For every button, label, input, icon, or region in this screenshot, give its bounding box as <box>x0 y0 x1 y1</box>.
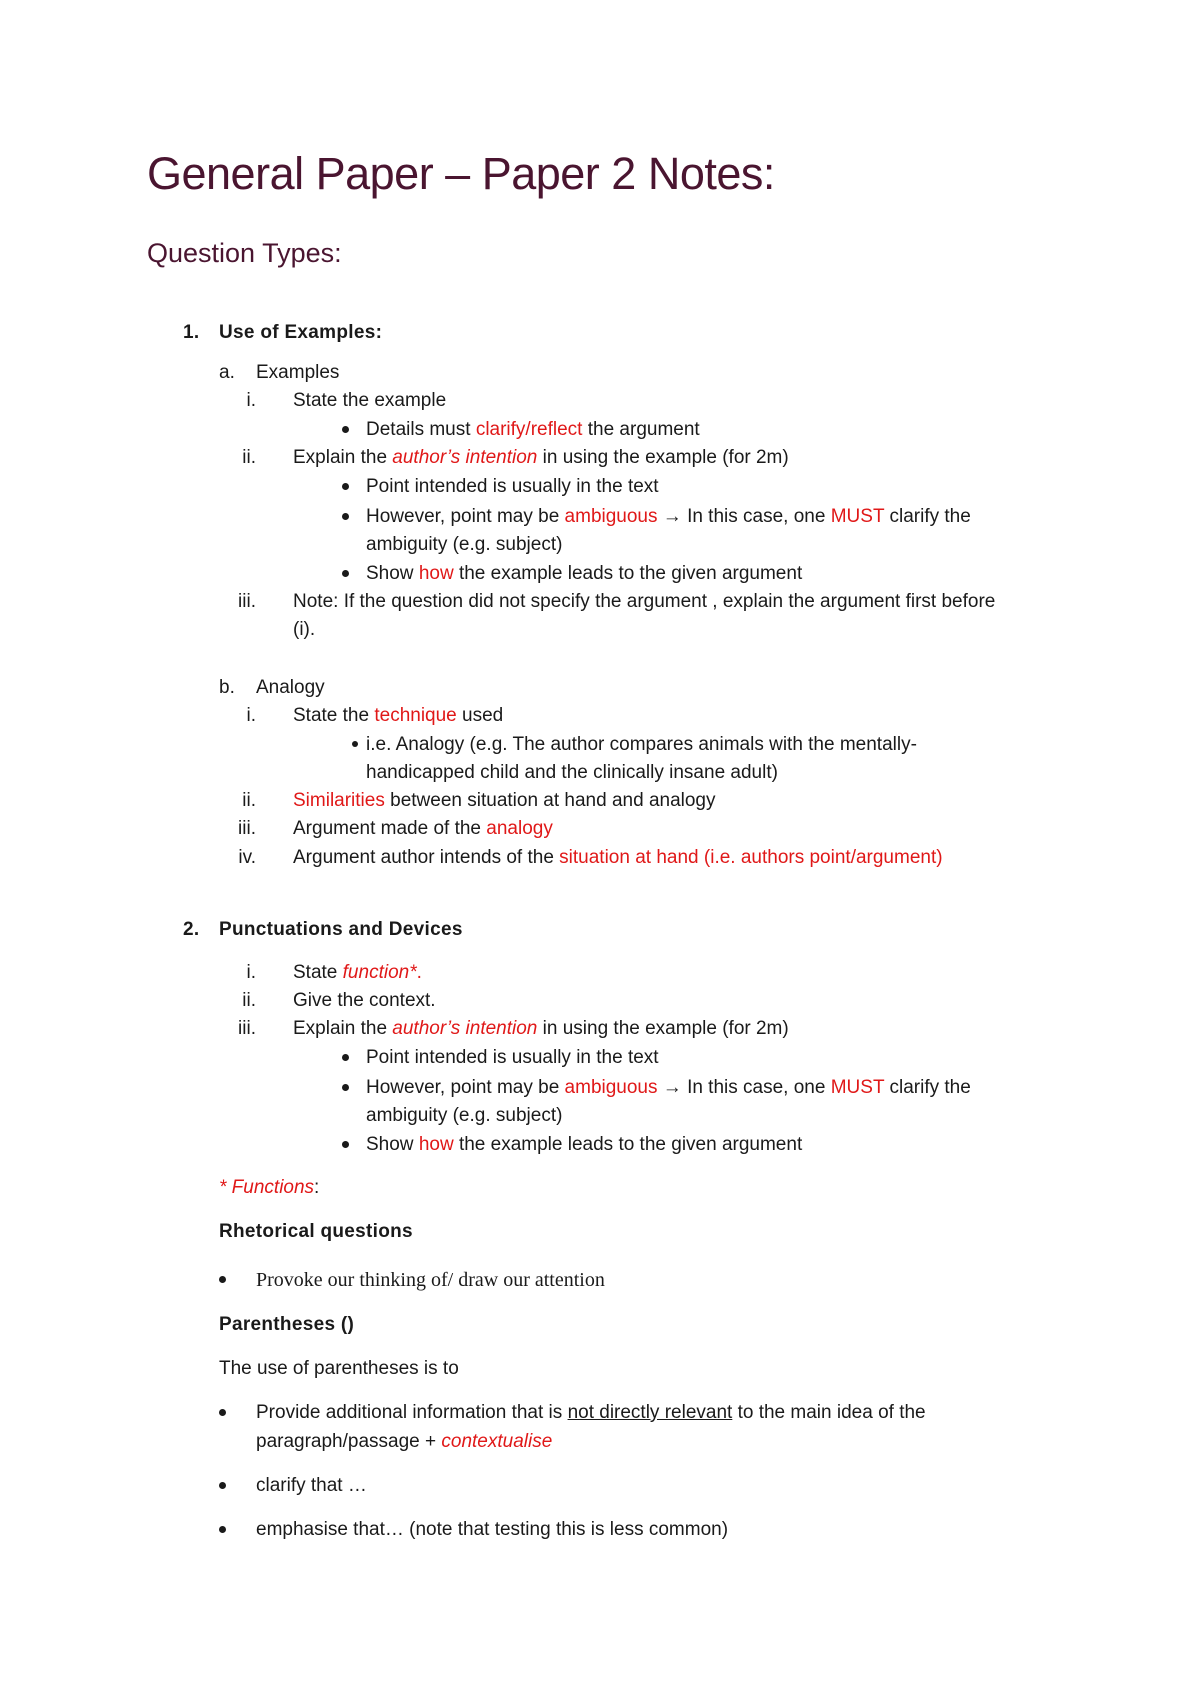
item-b-i-marker: i. <box>246 705 256 726</box>
item-b-label: Analogy <box>256 677 325 698</box>
item-b-ii-marker: ii. <box>242 790 256 811</box>
bullet-icon <box>219 1482 226 1489</box>
item-b-iv-text: Argument author intends of the situation at hand (i.e. authors point/argument) <box>293 847 943 868</box>
rhetorical-questions-heading: Rhetorical questions <box>219 1221 413 1242</box>
parentheses-bullet-1: Provide additional information that is not directly relevant to the main idea of the <box>256 1402 926 1423</box>
item-a-ii-bullet-2: However, point may be ambiguous → In this case, one MUST clarify the <box>366 506 971 527</box>
bullet-icon <box>352 741 358 747</box>
bullet-icon <box>342 513 349 520</box>
bullet-icon <box>342 1084 349 1091</box>
parentheses-bullet-2: clarify that … <box>256 1475 367 1496</box>
item-a-i-text: State the example <box>293 390 447 411</box>
item-a-i-marker: i. <box>246 390 256 411</box>
s2-item-iii-marker: iii. <box>238 1018 256 1039</box>
s2-item-ii-marker: ii. <box>242 990 256 1011</box>
item-a-ii-marker: ii. <box>242 447 256 468</box>
s2-item-iii-bullet-3: Show how the example leads to the given argument <box>366 1134 803 1155</box>
item-a-ii-bullet-2-cont: ambiguity (e.g. subject) <box>366 534 563 555</box>
s2-item-i-text: State function*. <box>293 962 422 983</box>
arrow-right-icon: → <box>657 506 688 527</box>
item-a-ii-bullet-3: Show how the example leads to the given argument <box>366 563 803 584</box>
arrow-right-icon: → <box>657 1077 688 1098</box>
parentheses-heading: Parentheses () <box>219 1314 355 1335</box>
s2-item-iii-bullet-1: Point intended is usually in the text <box>366 1047 659 1068</box>
bullet-icon <box>219 1409 226 1416</box>
item-a-iii-text-cont: (i). <box>293 619 316 640</box>
parentheses-bullet-1-cont: paragraph/passage + contextualise <box>256 1431 553 1452</box>
bullet-icon <box>342 426 349 433</box>
s2-item-iii-text: Explain the author’s intention in using the example (for 2m) <box>293 1018 789 1039</box>
item-a-ii-text: Explain the author’s intention in using the example (for 2m) <box>293 447 789 468</box>
bullet-icon <box>219 1526 226 1533</box>
item-b-iii-marker: iii. <box>238 818 256 839</box>
rhetorical-questions-bullet-1: Provoke our thinking of/ draw our attention <box>256 1269 605 1291</box>
section-1-number: 1. <box>183 322 200 343</box>
item-b-i-bullet-1-cont: handicapped child and the clinically insane adult) <box>366 762 778 783</box>
page-title: General Paper – Paper 2 Notes: <box>147 148 775 199</box>
bullet-icon <box>342 1141 349 1148</box>
item-b-iii-text: Argument made of the analogy <box>293 818 553 839</box>
section-1-heading: Use of Examples: <box>219 322 383 343</box>
section-2-number: 2. <box>183 919 200 940</box>
functions-label: * Functions: <box>219 1177 320 1198</box>
item-a-i-bullet-1: Details must clarify/reflect the argument <box>366 419 700 440</box>
section-2-heading: Punctuations and Devices <box>219 919 463 940</box>
bullet-icon <box>219 1276 226 1283</box>
bullet-icon <box>342 1054 349 1061</box>
item-a-label: Examples <box>256 362 340 383</box>
item-b-i-text: State the technique used <box>293 705 504 726</box>
item-b-marker: b. <box>219 677 235 698</box>
item-b-ii-text: Similarities between situation at hand and analogy <box>293 790 716 811</box>
section-subtitle: Question Types: <box>147 238 342 268</box>
s2-item-iii-bullet-2: However, point may be ambiguous → In this case, one MUST clarify the <box>366 1077 971 1098</box>
item-a-ii-bullet-1: Point intended is usually in the text <box>366 476 659 497</box>
item-b-iv-marker: iv. <box>238 847 256 868</box>
s2-item-i-marker: i. <box>246 962 256 983</box>
parentheses-intro: The use of parentheses is to <box>219 1358 459 1379</box>
parentheses-bullet-3: emphasise that… (note that testing this is less common) <box>256 1519 729 1540</box>
item-b-i-bullet-1: i.e. Analogy (e.g. The author compares animals with the mentally- <box>366 734 917 755</box>
s2-item-iii-bullet-2-cont: ambiguity (e.g. subject) <box>366 1105 563 1126</box>
bullet-icon <box>342 483 349 490</box>
bullet-icon <box>342 570 349 577</box>
item-a-iii-marker: iii. <box>238 591 256 612</box>
item-a-marker: a. <box>219 362 235 383</box>
item-a-iii-text: Note: If the question did not specify the argument , explain the argument first before <box>293 591 996 612</box>
s2-item-ii-text: Give the context. <box>293 990 436 1011</box>
